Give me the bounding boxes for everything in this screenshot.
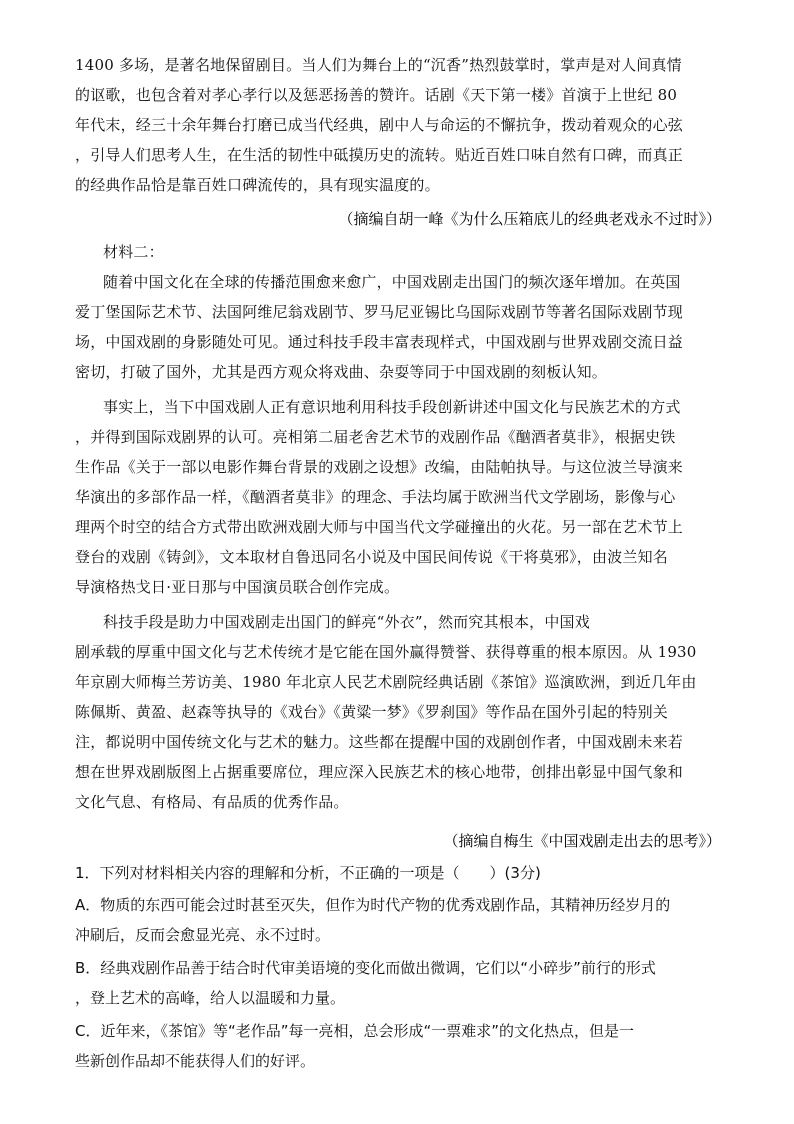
option-c-line: 些新创作品却不能获得人们的好评。	[75, 1052, 316, 1070]
source-citation-1: （摘编自胡一峰《为什么压箱底儿的经典老戏永不过时》）	[338, 210, 721, 228]
material2-p2-line: 华演出的多部作品一样，《酗酒者莫非》的理念、手法均属于欧洲当代文学剧场，影像与心	[75, 488, 676, 506]
question-stem: 1．下列对材料相关内容的理解和分析，不正确的一项是（ ）(3分)	[75, 864, 541, 882]
material2-p1-line: 场，中国戏剧的身影随处可见。通过科技手段丰富表现样式，中国戏剧与世界戏剧交流日益	[75, 333, 684, 351]
material2-p3-line: 文化气息、有格局、有品质的优秀作品。	[75, 793, 349, 811]
material1-line: 的讴歌，也包含着对孝心孝行以及惩恶扬善的赞许。话剧《天下第一楼》首演于上世纪 80	[75, 86, 678, 104]
material2-p1-line: 密切，打破了国外，尤其是西方观众将戏曲、杂耍等同于中国戏剧的刻板认知。	[75, 363, 608, 381]
material2-p2-line: 导演格热戈日·亚日那与中国演员联合创作完成。	[75, 578, 400, 596]
material2-p2-line: 理两个时空的结合方式带出欧洲戏剧大师与中国当代文学碰撞出的火花。另一部在艺术节上	[75, 518, 684, 536]
material2-p1-line: 随着中国文化在全球的传播范围愈来愈广，中国戏剧走出国门的频次逐年增加。在英国	[103, 273, 681, 291]
material2-p2-line: 事实上，当下中国戏剧人正有意识地利用科技手段创新讲述中国文化与民族艺术的方式	[103, 398, 681, 416]
material2-p2-line: ，并得到国际戏剧界的认可。亮相第二届老舍艺术节的戏剧作品《酗酒者莫非》，根据史铁	[75, 428, 676, 446]
material2-p3-line: 注，都说明中国传统文化与艺术的魅力。这些都在提醒中国的戏剧创作者，中国戏剧未来若	[75, 733, 684, 751]
material1-line: 1400 多场，是著名地保留剧目。当人们为舞台上的“沉香”热烈鼓掌时，掌声是对人间真情	[75, 56, 682, 74]
material2-p3-line: 年京剧大师梅兰芳访美、1980 年北京人民艺术剧院经典话剧《茶馆》巡演欧洲，到近几年由	[75, 673, 697, 691]
option-a-line: 冲刷后，反而会愈显光亮、永不过时。	[75, 926, 331, 944]
option-b-line: ，登上艺术的高峰，给人以温暖和力量。	[75, 989, 346, 1007]
material2-p3-line: 陈佩斯、黄盈、赵森等执导的《戏台》《黄粱一梦》《罗刹国》等作品在国外引起的特别关	[75, 703, 669, 721]
option-c-line: C．近年来，《茶馆》等“老作品”每一亮相，总会形成“一票难求”的文化热点，但是一	[75, 1022, 635, 1040]
material2-p3-line: 剧承载的厚重中国文化与艺术传统才是它能在国外赢得赞誉、获得尊重的根本原因。从 1930	[75, 643, 697, 661]
material2-p3-line: 想在世界戏剧版图上占据重要席位，理应深入民族艺术的核心地带，创排出彰显中国气象和	[75, 763, 684, 781]
material1-line: 年代末，经三十余年舞台打磨已成当代经典，剧中人与命运的不懈抗争，拨动着观众的心弦	[75, 116, 684, 134]
option-a-line: A．物质的东西可能会过时甚至灭失，但作为时代产物的优秀戏剧作品，其精神历经岁月的	[75, 896, 671, 914]
material2-p2-line: 生作品《关于一部以电影作舞台背景的戏剧之设想》改编，由陆帕执导。与这位波兰导演来	[75, 458, 684, 476]
material2-heading: 材料二：	[103, 243, 164, 261]
source-citation-2: （摘编自梅生《中国戏剧走出去的思考》）	[443, 832, 721, 850]
material2-p1-line: 爱丁堡国际艺术节、法国阿维尼翁戏剧节、罗马尼亚锡比乌国际戏剧节等著名国际戏剧节现	[75, 303, 684, 321]
material2-p2-line: 登台的戏剧《铸剑》，文本取材自鲁迅同名小说及中国民间传说《干将莫邪》，由波兰知名	[75, 548, 669, 566]
material2-p3-line: 科技手段是助力中国戏剧走出国门的鲜亮“外衣”，然而究其根本，中国戏	[103, 613, 590, 631]
material1-line: 的经典作品恰是靠百姓口碑流传的，具有现实温度的。	[75, 176, 440, 194]
option-b-line: B．经典戏剧作品善于结合时代审美语境的变化而做出微调，它们以“小碎步”前行的形式	[75, 959, 656, 977]
material1-line: ，引导人们思考人生，在生活的韧性中砥摸历史的流转。贴近百姓口味自然有口碑，而真正	[75, 146, 684, 164]
